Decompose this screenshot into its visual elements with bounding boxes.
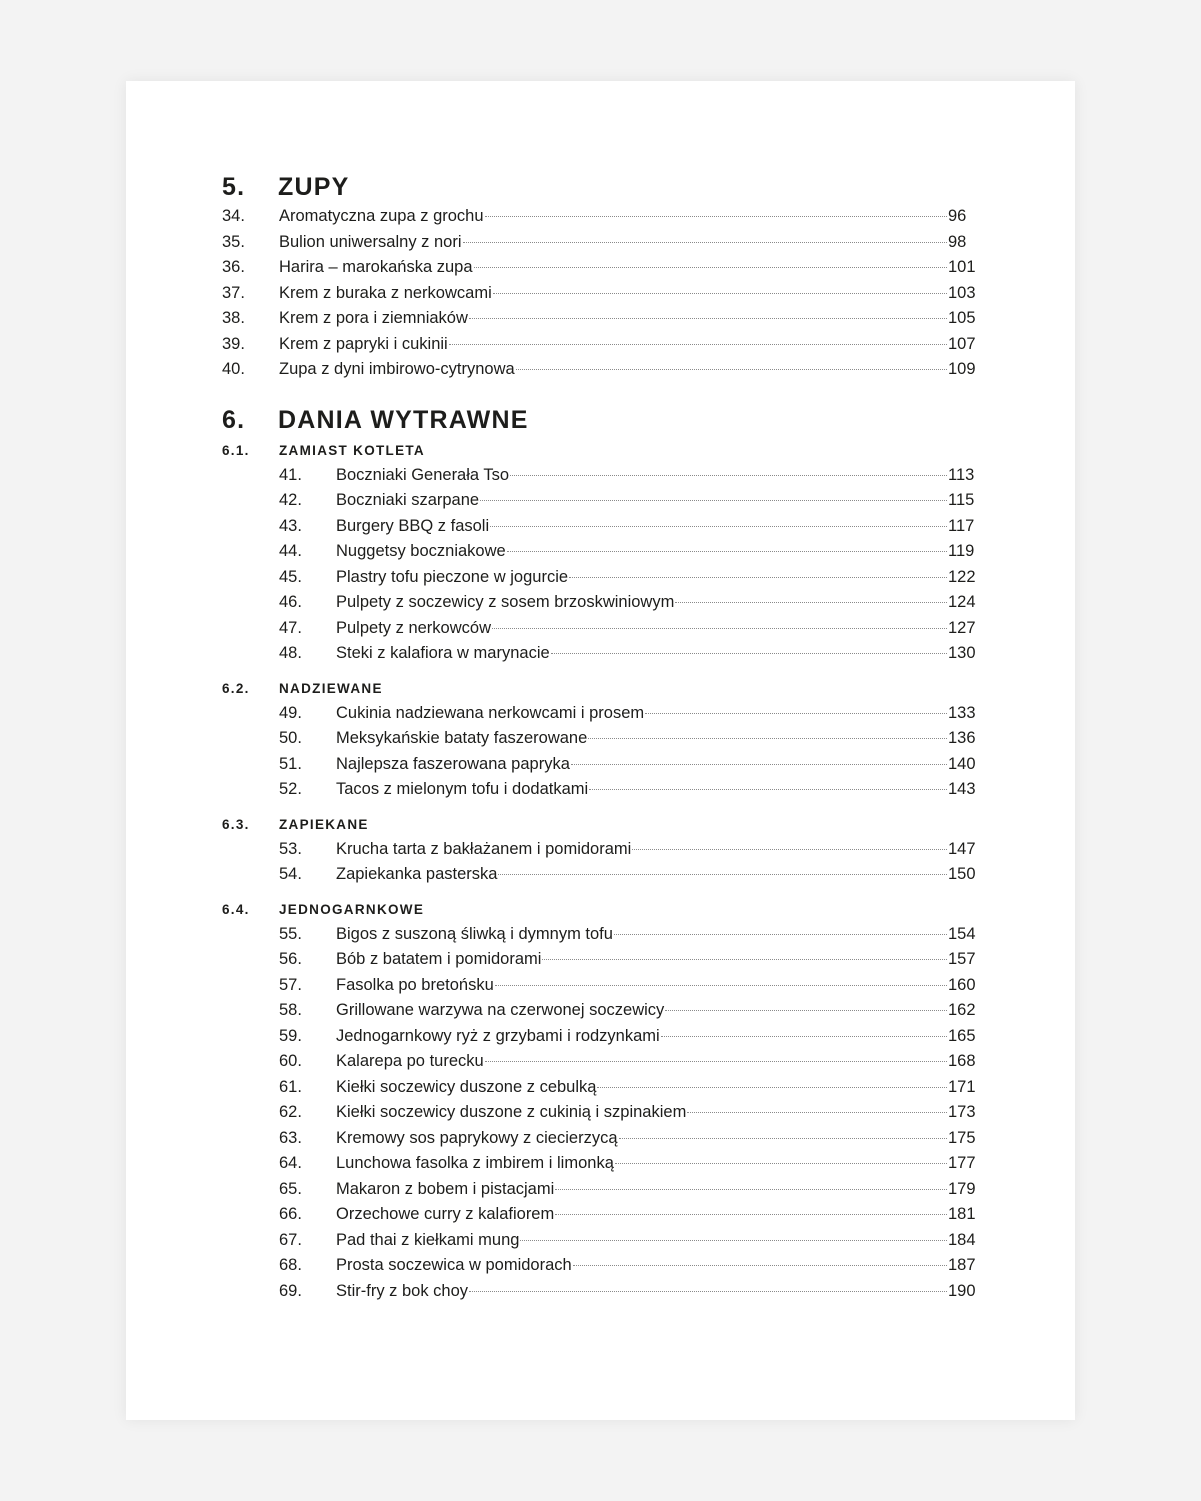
entry-title: Krem z papryki i cukinii (279, 334, 448, 353)
toc-entry[interactable] (222, 973, 979, 999)
entry-title: Zapiekanka pasterska (336, 865, 498, 883)
dot-leader (661, 1036, 947, 1037)
chapter-number: 6. (222, 405, 246, 434)
entry-title: Jednogarnkowy ryż z grzybami i rodzynkami (336, 1026, 660, 1045)
entry-number: 39. (222, 334, 245, 353)
dot-leader (520, 1240, 947, 1241)
entry-page-number: 181 (948, 1205, 976, 1223)
dot-leader (573, 1265, 947, 1266)
entry-title: Fasolka po bretońsku (336, 975, 494, 994)
dot-leader (588, 738, 947, 739)
section-heading (222, 813, 979, 837)
entry-number: 36. (222, 258, 245, 276)
entry-number: 35. (222, 232, 245, 251)
entry-page-number: 157 (948, 950, 976, 968)
entry-title: Lunchowa fasolka z imbirem i limonką (336, 1154, 614, 1172)
toc-entry[interactable] (222, 752, 979, 778)
toc-entry[interactable] (222, 488, 979, 514)
toc-entry[interactable] (222, 1279, 979, 1305)
dot-leader (469, 318, 947, 319)
entry-title: Zupa z dyni imbirowo-cytrynowa (279, 360, 515, 378)
dot-leader (507, 551, 947, 552)
entry-page-number: 96 (948, 207, 967, 225)
entry-title: Kiełki soczewicy duszone z cebulką (336, 1077, 597, 1096)
entry-page-number: 175 (948, 1128, 976, 1147)
toc-entry[interactable] (222, 1253, 979, 1279)
toc-entry[interactable] (222, 357, 979, 383)
toc-entry[interactable] (222, 777, 979, 803)
entry-title: Bób z batatem i pomidorami (336, 950, 542, 968)
entry-page-number: 168 (948, 1052, 976, 1070)
toc-entry[interactable] (222, 565, 979, 591)
section-number: 6.4. (222, 901, 250, 917)
toc-entry[interactable] (222, 281, 979, 307)
section-number: 6.1. (222, 442, 250, 458)
entry-page-number: 107 (948, 334, 976, 353)
entry-number: 63. (279, 1128, 302, 1147)
entry-number: 40. (222, 360, 245, 378)
section-heading (222, 439, 979, 463)
entry-page-number: 130 (948, 644, 976, 662)
entry-page-number: 150 (948, 865, 976, 883)
entry-title: Pad thai z kiełkami mung (336, 1230, 520, 1249)
toc-entry[interactable] (222, 306, 979, 332)
entry-page-number: 187 (948, 1256, 976, 1274)
entry-number: 45. (279, 567, 302, 586)
toc-entry[interactable] (222, 204, 979, 230)
entry-number: 44. (279, 542, 302, 560)
entry-page-number: 160 (948, 975, 976, 994)
section-number: 6.2. (222, 680, 250, 696)
entry-number: 37. (222, 283, 245, 302)
dot-leader (510, 475, 947, 476)
entry-page-number: 98 (948, 232, 967, 251)
section-heading (222, 677, 979, 701)
entry-page-number: 109 (948, 360, 976, 378)
entry-number: 43. (279, 516, 302, 535)
entry-title: Grillowane warzywa na czerwonej soczewicy (336, 1001, 665, 1019)
dot-leader (645, 713, 947, 714)
entry-number: 54. (279, 865, 302, 883)
entry-page-number: 124 (948, 593, 976, 611)
dot-leader (551, 653, 947, 654)
entry-number: 59. (279, 1026, 302, 1045)
entry-number: 56. (279, 950, 302, 968)
entry-number: 58. (279, 1001, 302, 1019)
dot-leader (569, 577, 947, 578)
entry-title: Krem z pora i ziemniaków (279, 309, 468, 327)
entry-number: 62. (279, 1103, 302, 1121)
toc-entry[interactable] (222, 590, 979, 616)
entry-number: 57. (279, 975, 302, 994)
entry-page-number: 165 (948, 1026, 976, 1045)
entry-title: Orzechowe curry z kalafiorem (336, 1205, 555, 1223)
toc-entry[interactable] (222, 862, 979, 888)
toc-entry[interactable] (222, 947, 979, 973)
toc-entry[interactable] (222, 332, 979, 358)
toc-entry[interactable] (222, 230, 979, 256)
entry-title: Bulion uniwersalny z nori (279, 232, 462, 251)
dot-leader (498, 874, 947, 875)
entry-number: 68. (279, 1256, 302, 1274)
entry-number: 69. (279, 1281, 302, 1300)
toc-entry[interactable] (222, 463, 979, 489)
entry-title: Kremowy sos paprykowy z ciecierzycą (336, 1128, 618, 1147)
entry-title: Harira – marokańska zupa (279, 258, 473, 276)
dot-leader (516, 369, 947, 370)
section-title: ZAPIEKANE (279, 816, 369, 832)
toc-entry[interactable] (222, 1126, 979, 1152)
toc-entry[interactable] (222, 1228, 979, 1254)
toc-entry[interactable] (222, 1024, 979, 1050)
chapter-heading (222, 403, 979, 437)
entry-title: Najlepsza faszerowana papryka (336, 754, 570, 773)
toc-entry[interactable] (222, 1151, 979, 1177)
entry-number: 60. (279, 1052, 302, 1070)
entry-number: 48. (279, 644, 302, 662)
table-of-contents (222, 170, 979, 1304)
dot-leader (615, 1163, 947, 1164)
entry-page-number: 173 (948, 1103, 976, 1121)
entry-title: Steki z kalafiora w marynacie (336, 644, 550, 662)
entry-page-number: 119 (948, 542, 975, 560)
entry-title: Tacos z mielonym tofu i dodatkami (336, 780, 589, 798)
entry-number: 41. (279, 465, 302, 484)
entry-page-number: 113 (948, 465, 975, 484)
toc-entry[interactable] (222, 1177, 979, 1203)
entry-title: Meksykańskie bataty faszerowane (336, 729, 588, 747)
dot-leader (542, 959, 947, 960)
chapter-heading (222, 170, 979, 204)
toc-entry[interactable] (222, 514, 979, 540)
toc-entry[interactable] (222, 998, 979, 1024)
dot-leader (571, 764, 947, 765)
dot-leader (490, 526, 947, 527)
section-heading (222, 898, 979, 922)
entry-title: Aromatyczna zupa z grochu (279, 207, 484, 225)
entry-page-number: 147 (948, 839, 976, 858)
toc-entry[interactable] (222, 255, 979, 281)
toc-entry[interactable] (222, 1075, 979, 1101)
entry-number: 34. (222, 207, 245, 225)
section-number: 6.3. (222, 816, 250, 832)
entry-number: 61. (279, 1077, 302, 1096)
toc-entry[interactable] (222, 616, 979, 642)
dot-leader (485, 216, 947, 217)
entry-page-number: 103 (948, 283, 976, 302)
entry-title: Bigos z suszoną śliwką i dymnym tofu (336, 924, 613, 943)
entry-number: 51. (279, 754, 302, 773)
entry-number: 46. (279, 593, 302, 611)
dot-leader (632, 849, 947, 850)
dot-leader (555, 1189, 947, 1190)
section-title: ZAMIAST KOTLETA (279, 442, 425, 458)
entry-number: 49. (279, 703, 302, 722)
dot-leader (493, 293, 947, 294)
dot-leader (495, 985, 947, 986)
entry-number: 47. (279, 618, 302, 637)
entry-title: Boczniaki szarpane (336, 491, 480, 509)
entry-title: Pulpety z nerkowców (336, 618, 491, 637)
entry-page-number: 190 (948, 1281, 976, 1300)
entry-page-number: 162 (948, 1001, 976, 1019)
dot-leader (597, 1087, 947, 1088)
dot-leader (463, 242, 947, 243)
entry-page-number: 143 (948, 780, 976, 798)
entry-page-number: 171 (948, 1077, 976, 1096)
dot-leader (469, 1291, 947, 1292)
section-title: NADZIEWANE (279, 680, 383, 696)
entry-page-number: 140 (948, 754, 976, 773)
entry-title: Burgery BBQ z fasoli (336, 516, 490, 535)
entry-number: 67. (279, 1230, 302, 1249)
toc-entry[interactable] (222, 726, 979, 752)
dot-leader (675, 602, 947, 603)
entry-page-number: 136 (948, 729, 976, 747)
entry-title: Makaron z bobem i pistacjami (336, 1179, 555, 1198)
entry-page-number: 105 (948, 309, 976, 327)
entry-title: Stir-fry z bok choy (336, 1281, 469, 1300)
dot-leader (555, 1214, 947, 1215)
entry-page-number: 101 (948, 258, 976, 276)
entry-number: 55. (279, 924, 302, 943)
entry-number: 65. (279, 1179, 302, 1198)
dot-leader (492, 628, 947, 629)
entry-page-number: 184 (948, 1230, 976, 1249)
toc-entry[interactable] (222, 922, 979, 948)
dot-leader (589, 789, 947, 790)
entry-page-number: 122 (948, 567, 976, 586)
toc-entry[interactable] (222, 1202, 979, 1228)
entry-title: Cukinia nadziewana nerkowcami i prosem (336, 703, 645, 722)
toc-entry[interactable] (222, 1049, 979, 1075)
entry-title: Prosta soczewica w pomidorach (336, 1256, 572, 1274)
entry-number: 64. (279, 1154, 302, 1172)
entry-page-number: 154 (948, 924, 976, 943)
toc-entry[interactable] (222, 701, 979, 727)
entry-title: Krem z buraka z nerkowcami (279, 283, 492, 302)
entry-title: Krucha tarta z bakłażanem i pomidorami (336, 839, 632, 858)
dot-leader (614, 934, 947, 935)
toc-entry[interactable] (222, 1100, 979, 1126)
dot-leader (665, 1010, 947, 1011)
toc-entry[interactable] (222, 837, 979, 863)
chapter-title: ZUPY (278, 173, 350, 201)
entry-title: Boczniaki Generała Tso (336, 465, 510, 484)
dot-leader (449, 344, 947, 345)
entry-number: 38. (222, 309, 245, 327)
entry-page-number: 179 (948, 1179, 976, 1198)
entry-title: Kiełki soczewicy duszone z cukinią i szpinakiem (336, 1103, 687, 1121)
entry-title: Pulpety z soczewicy z sosem brzoskwiniowym (336, 593, 675, 611)
entry-number: 53. (279, 839, 302, 858)
entry-title: Kalarepa po turecku (336, 1052, 484, 1070)
dot-leader (474, 267, 947, 268)
toc-entry[interactable] (222, 641, 979, 667)
entry-page-number: 115 (948, 491, 975, 509)
entry-title: Nuggetsy boczniakowe (336, 542, 506, 560)
dot-leader (687, 1112, 947, 1113)
entry-page-number: 127 (948, 618, 976, 637)
chapter-title: DANIA WYTRAWNE (278, 405, 529, 434)
dot-leader (480, 500, 947, 501)
dot-leader (619, 1138, 948, 1139)
entry-number: 52. (279, 780, 302, 798)
entry-number: 42. (279, 491, 302, 509)
section-title: JEDNOGARNKOWE (279, 901, 425, 917)
toc-entry[interactable] (222, 539, 979, 565)
entry-title: Plastry tofu pieczone w jogurcie (336, 567, 569, 586)
entry-page-number: 177 (948, 1154, 976, 1172)
chapter-number: 5. (222, 173, 246, 201)
entry-page-number: 133 (948, 703, 976, 722)
entry-page-number: 117 (948, 516, 975, 535)
entry-number: 66. (279, 1205, 302, 1223)
entry-number: 50. (279, 729, 302, 747)
dot-leader (485, 1061, 947, 1062)
